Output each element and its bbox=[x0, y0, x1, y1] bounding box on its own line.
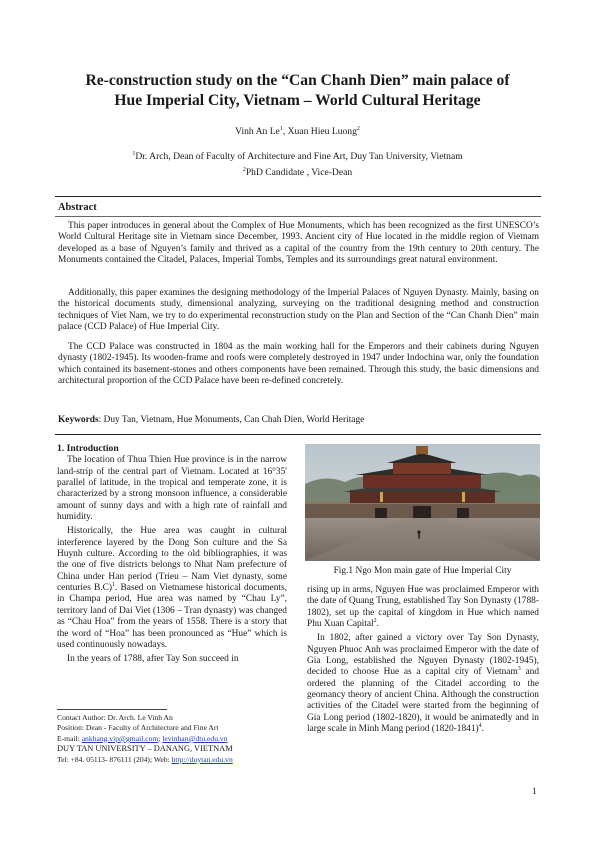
affiliation-1-sup: 1 bbox=[132, 151, 136, 157]
intro-paragraph-3: In the years of 1788, after Tay Son succeed in bbox=[67, 654, 239, 665]
intro-paragraph-2 bbox=[57, 526, 287, 651]
left-column bbox=[57, 443, 287, 669]
footnote-ref-2: 2 bbox=[373, 618, 377, 625]
intro-paragraph-2-a: Historically, the Hue area was caught in cultural interference layered by the Dong Son culture and the Sa Huynh culture. According to the old bibliographies, it was the one of five districts belongs to Nhat Nam prefecture of China under Han period (Trieu – Nam Viet dynasty, some centuries B.C) bbox=[57, 526, 287, 594]
right-paragraph-1-b: . bbox=[376, 619, 380, 630]
affiliation-2-sup: 2 bbox=[242, 167, 246, 173]
section-heading-introduction: 1. Introduction bbox=[57, 443, 119, 454]
intro-paragraph-2-b: . Based on Vietnamese historical documents, in Champa period, Hue area was named by “Chau Ly”, territory land of Dai Viet (1306 – Tran dynasty) was changed as “Chau Hoa” from the years of 1558. There is a story that the word of “Hoa” has been pronounced as “Hue” which is used continuously nowadays. bbox=[57, 583, 288, 650]
footnote-email bbox=[57, 734, 292, 744]
footnote-ref-3: 3 bbox=[517, 666, 521, 673]
footnote-position: Position: Dean - Faculty of Architecture and Fine Art bbox=[57, 723, 219, 733]
figure-ngo-mon-photo bbox=[305, 444, 540, 561]
web-link[interactable]: http://duytan.edu.vn bbox=[171, 754, 233, 764]
right-paragraph-1-a: rising up in arms, Nguyen Hue was proclaimed Emperor with the date of Quang Trung, established Tay Son Dynasty (1788-1802), set up the capital of kingdom in Hue which named Phu Xuan Capital bbox=[307, 585, 539, 630]
figure-caption: Fig.1 Ngo Mon main gate of Hue Imperial City bbox=[333, 566, 512, 576]
footnote-rule bbox=[57, 709, 167, 710]
author-2-sup: 2 bbox=[356, 126, 360, 132]
affiliation-2-text: PhD Candidate , Vice-Dean bbox=[245, 167, 353, 178]
abstract-heading: Abstract bbox=[58, 202, 97, 213]
page-number: 1 bbox=[532, 786, 537, 796]
title-line-1: Re-construction study on the “Can Chanh Dien” main palace of bbox=[85, 72, 510, 89]
title-line-2: Hue Imperial City, Vietnam – World Cultural Heritage bbox=[114, 92, 481, 109]
intro-paragraph-1: The location of Thua Thien Hue province is in the narrow land-strip of the central part of Vietnam. Located at 16°35' parallel of latitude, in the tropical and temperate zone, it is characterized by a strong monsoon influence, a considerable amount of sunny days and with a high rate of rainfall and humidity. bbox=[57, 455, 287, 523]
abstract-paragraph-1: This paper introduces in general about the Complex of Hue Monuments, which has been recognized as the first UNESCO’s World Cultural Heritage site in Vietnam since December, 1993. Ancient city of Hue located in the middle region of Vietnam developed as a base of Nguyen’s family and thrived as a capital of the country from the 19th century to 20th century. The Monuments contained the Citadel, Palaces, Imperial Tombs, Temples and its surroundings great natural environment. bbox=[58, 221, 539, 266]
footnotes bbox=[57, 713, 292, 765]
affiliation-1 bbox=[40, 151, 555, 163]
author-1-sup: 1 bbox=[279, 126, 283, 132]
footnote-tel bbox=[57, 755, 292, 765]
author-2: Xuan Hieu Luong bbox=[287, 126, 357, 137]
email-separator: ; bbox=[158, 733, 163, 743]
affiliation-2 bbox=[40, 167, 555, 179]
abstract-paragraph-3: The CCD Palace was constructed in 1804 as the main working hall for the Emperors and their cabinets during Nguyen dynasty (1802-1945). Its wooden-frame and roofs were completely destroyed in 1947 under Indochina war, only the foundation which contained its basement-stones and others components have been remained. Through this study, the basic dimensions and architectural proportion of the CCD Palace have been re-defined concretely. bbox=[58, 342, 539, 387]
right-paragraph-2 bbox=[307, 633, 539, 735]
footnote-ref-4: 4 bbox=[478, 723, 482, 730]
paper-title bbox=[40, 71, 555, 111]
right-paragraph-2-c: . bbox=[481, 724, 485, 735]
author-line bbox=[40, 126, 555, 138]
right-paragraph-2-a: In 1802, after gained a victory over Tay Son Dynasty, Nguyen Phuoc Anh was proclaimed Emperor with the date of Gia Long, established the Nguyen Dynasty (1802-1945), decided to choose Hue as a capital city of Vietnam bbox=[307, 633, 539, 678]
footnote-university: DUY TAN UNIVERSITY – DANANG, VIETNAM bbox=[57, 744, 233, 754]
email-label: E-mail: bbox=[57, 733, 82, 743]
ngo-mon-gate-illustration bbox=[305, 444, 540, 561]
abstract-heading-rule bbox=[55, 216, 541, 217]
keywords-label: Keywords bbox=[58, 415, 99, 425]
email-link-2[interactable]: levinhan@dtu.edu.vn bbox=[162, 733, 228, 743]
tel-text: Tel: +84. 05113- 876111 (204); Web: bbox=[57, 754, 172, 764]
email-link-1[interactable]: ankhang.vip@gmail.com bbox=[81, 733, 159, 743]
author-separator: , bbox=[282, 126, 288, 137]
right-paragraph-2-b: and ordered the planning of the Citadel according to the geomancy theory of ancient China. Although the construction activities of the Citadel were started from the beginning of Gia Long period (1802-1820), it would be animatedly and in large scale in Minh Mang period (1820-1841) bbox=[307, 667, 540, 735]
abstract-paragraph-2: Additionally, this paper examines the designing methodology of the Imperial Palaces of Nguyen Dynasty. Mainly, basing on the historical documents study, dimensional analyzing, surveying on the traditional designing method and construction techniques of Viet Nam, we try to do experimental reconstruction study on the Plan and Section of the “Can Chanh Dien” main palace (CCD Palace) of Hue Imperial City. bbox=[58, 288, 539, 333]
affiliation-1-text: Dr. Arch, Dean of Faculty of Architecture and Fine Art, Duy Tan University, Vietnam bbox=[135, 151, 463, 162]
keywords-text: : Duy Tan, Vietnam, Hue Monuments, Can Chah Dien, World Heritage bbox=[98, 415, 365, 425]
footnote-ref-1: 1 bbox=[112, 582, 116, 589]
footnote-contact: Contact Author: Dr. Arch. Le Vinh An bbox=[57, 713, 173, 722]
keywords bbox=[58, 415, 364, 425]
right-paragraph-1 bbox=[307, 585, 539, 630]
author-1: Vinh An Le bbox=[235, 126, 280, 137]
right-column bbox=[307, 585, 539, 738]
